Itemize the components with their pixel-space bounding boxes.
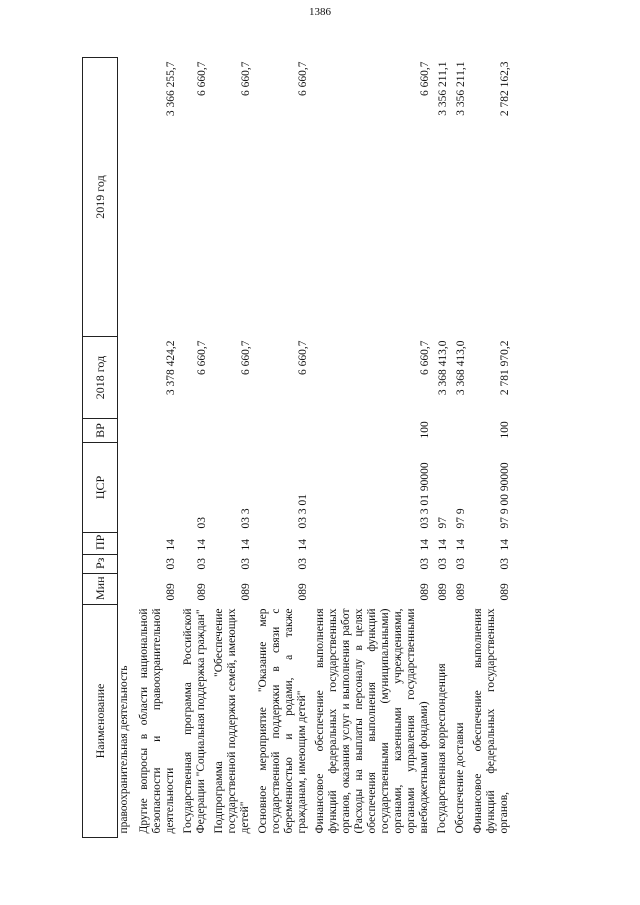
- row-csr: 03: [196, 517, 208, 529]
- rotated-page-content: [82, 58, 602, 838]
- row-name: Финансовое обеспечение выполнения функций федеральных государственных органов,: [472, 608, 510, 834]
- row-2018: 3 378 424,2: [165, 340, 177, 396]
- row-pr: 14: [196, 539, 208, 551]
- row-2018: 3 368 413,0: [455, 340, 467, 396]
- table-row: [254, 58, 311, 838]
- row-name: Обеспечение доставки: [454, 722, 466, 834]
- row-min: 089: [240, 583, 252, 601]
- table-header-row: [83, 58, 118, 838]
- row-csr: 97: [437, 517, 449, 529]
- row-2019: 3 356 211,1: [437, 61, 449, 116]
- table-row: [433, 58, 451, 838]
- row-csr: 97 9: [455, 508, 467, 529]
- row-vr: 100: [419, 421, 431, 439]
- row-csr: 03 3: [240, 508, 252, 529]
- row-vr: [179, 419, 210, 443]
- header-vr: ВР: [83, 419, 118, 443]
- header-2019: 2019 год: [83, 58, 118, 337]
- row-pr: 14: [437, 539, 449, 551]
- row-csr: 97 9 00 90000: [499, 462, 511, 529]
- row-2018: 6 660,7: [297, 340, 309, 375]
- row-name: Государственная корреспонденция: [436, 663, 448, 834]
- table-row: [451, 58, 469, 838]
- header-rz: Рз: [83, 555, 118, 574]
- row-pr: 14: [297, 539, 309, 551]
- row-name: Другие вопросы в области национальной безопасности и правоохранительной деятельности: [138, 608, 176, 834]
- table-row: [311, 58, 433, 838]
- row-2018: 6 660,7: [196, 340, 208, 375]
- row-name: Финансовое обеспечение выполнения функций федеральных государственных органов, оказания услуг и выполнения работ (Расходы на выплаты персоналу в целях обеспечения выполнения функций государственными (муниципальными) органами, казенными учреждениями, органами управления государственными внебюджетными фондами): [314, 608, 430, 834]
- header-min: Мин: [83, 574, 118, 605]
- row-rz: 03: [165, 558, 177, 570]
- header-2018: 2018 год: [83, 337, 118, 419]
- row-2018: 3 368 413,0: [437, 340, 449, 396]
- row-vr: [433, 419, 451, 443]
- row-2019: 6 660,7: [297, 61, 309, 96]
- row-name: Государственная программа Российской Федерации "Социальная поддержка граждан": [182, 608, 207, 834]
- row-min: 089: [297, 583, 309, 601]
- row-vr: [254, 419, 311, 443]
- row-csr: [135, 443, 179, 533]
- row-pr: 14: [455, 539, 467, 551]
- row-2019: 6 660,7: [419, 61, 431, 96]
- row-pr: 14: [165, 539, 177, 551]
- row-rz: 03: [196, 558, 208, 570]
- row-csr: 03 3 01: [297, 494, 309, 529]
- table-row: [210, 58, 254, 838]
- row-name: Основное мероприятие "Оказание мер государственной поддержки в связи с беременностью и родами, а также гражданам, имеющим детей": [257, 608, 308, 834]
- row-vr: [210, 419, 254, 443]
- page-number: 1386: [309, 6, 331, 18]
- row-min: 089: [419, 583, 431, 601]
- row-2019: 2 782 162,3: [499, 61, 511, 117]
- row-2019: 3 366 255,7: [165, 61, 177, 117]
- row-2018: 6 660,7: [419, 340, 431, 375]
- budget-table: [82, 57, 513, 838]
- row-pr: 14: [240, 539, 252, 551]
- row-2018: 6 660,7: [240, 340, 252, 375]
- table-row: [469, 58, 513, 838]
- row-min: 089: [437, 583, 449, 601]
- row-pr: 14: [499, 539, 511, 551]
- row-2019: 6 660,7: [196, 61, 208, 96]
- row-min: 089: [165, 583, 177, 601]
- row-rz: 03: [499, 558, 511, 570]
- header-csr: ЦСР: [83, 443, 118, 533]
- table-row: [135, 58, 179, 838]
- row-2018: 2 781 970,2: [499, 340, 511, 396]
- row-csr: 03 3 01 90000: [419, 462, 431, 529]
- row-min: 089: [499, 583, 511, 601]
- row-min: 089: [196, 583, 208, 601]
- row-pr: 14: [419, 539, 431, 551]
- row-rz: 03: [437, 558, 449, 570]
- row-vr: 100: [499, 421, 511, 439]
- row-min: 089: [455, 583, 467, 601]
- row-2019: 6 660,7: [240, 61, 252, 96]
- continued-heading: правоохранительная деятельность: [118, 665, 130, 834]
- table-row: [179, 58, 210, 838]
- row-rz: 03: [297, 558, 309, 570]
- row-2019: 3 356 211,1: [455, 61, 467, 116]
- row-rz: 03: [455, 558, 467, 570]
- header-name: Наименование: [83, 605, 118, 838]
- row-rz: 03: [240, 558, 252, 570]
- row-vr: [451, 419, 469, 443]
- continued-heading-row: [118, 58, 136, 838]
- row-rz: 03: [419, 558, 431, 570]
- row-vr: [135, 419, 179, 443]
- row-name: Подпрограмма "Обеспечение государственной поддержки семей, имеющих детей": [213, 608, 251, 834]
- header-pr: ПР: [83, 533, 118, 555]
